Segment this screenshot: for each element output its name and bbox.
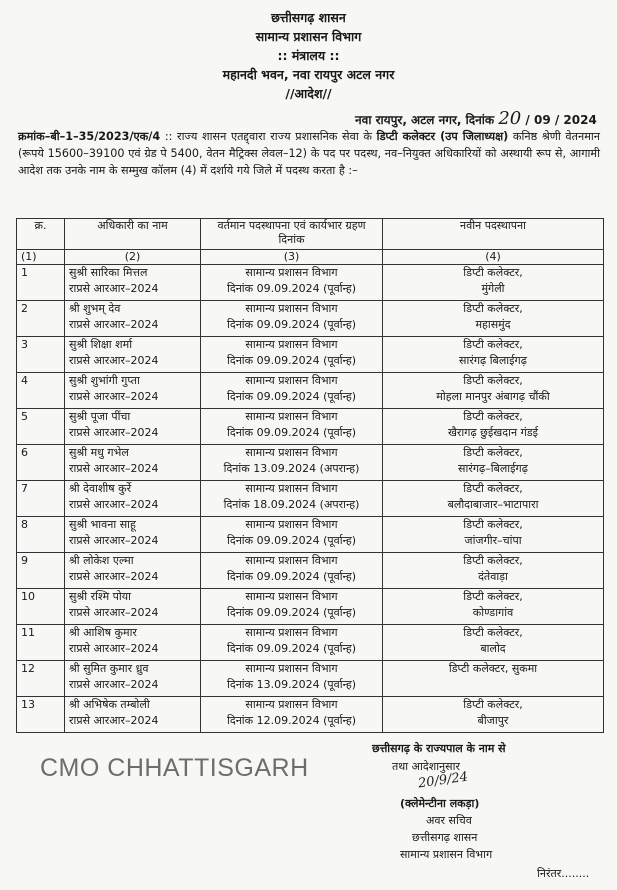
officer-name: सुश्री रश्मि पोया [69, 590, 131, 603]
officer-batch: राप्रसे आरआर–2024 [69, 606, 159, 619]
officer-batch: राप्रसे आरआर–2024 [69, 462, 159, 475]
new-posting-cell [383, 265, 604, 301]
officer-cell [65, 553, 201, 589]
officer-name: श्री सुमित कुमार ध्रुव [69, 662, 149, 675]
new-post: डिप्टी कलेक्टर, [463, 266, 523, 279]
column-number-row [17, 250, 604, 265]
current-posting-cell [201, 481, 383, 517]
new-posting-cell [383, 409, 604, 445]
new-district: दंतेवाड़ा [478, 570, 508, 583]
current-department: सामान्य प्रशासन विभाग [245, 266, 338, 279]
govt-title: छत्तीसगढ़ शासन [271, 10, 346, 25]
officer-name: सुश्री भावना साहू [69, 518, 136, 531]
row-sno: 7 [17, 481, 65, 517]
new-district: बालोद [480, 642, 506, 655]
officer-name: श्री लोकेश एल्मा [69, 554, 134, 567]
date-rest: / 09 / 2024 [525, 113, 597, 127]
letterhead [0, 0, 617, 103]
officer-batch: राप्रसे आरआर–2024 [69, 390, 159, 403]
officer-cell [65, 589, 201, 625]
current-posting-cell [201, 445, 383, 481]
joining-date: दिनांक 09.09.2024 (पूर्वान्ह) [227, 642, 356, 655]
ministry-title: :: मंत्रालय :: [277, 48, 340, 63]
row-sno: 2 [17, 301, 65, 337]
current-department: सामान्य प्रशासन विभाग [245, 446, 338, 459]
row-sno: 9 [17, 553, 65, 589]
table-row [17, 409, 604, 445]
place: नवा रायपुर, अटल नगर, [355, 113, 462, 127]
officer-batch: राप्रसे आरआर–2024 [69, 678, 159, 691]
current-posting-cell [201, 553, 383, 589]
table-row [17, 661, 604, 697]
officer-name: सुश्री शुभांगी गुप्ता [69, 374, 140, 387]
new-post: डिप्टी कलेक्टर, [463, 302, 523, 315]
new-post: डिप्टी कलेक्टर, [463, 626, 523, 639]
table-row [17, 553, 604, 589]
officer-cell [65, 409, 201, 445]
current-posting-cell [201, 265, 383, 301]
new-post: डिप्टी कलेक्टर, [463, 482, 523, 495]
new-posting-cell [383, 625, 604, 661]
new-posting-cell [383, 517, 604, 553]
new-district: मुंगेली [481, 282, 505, 295]
new-district: महासमुंद [475, 318, 511, 331]
order-text-2: कनिष्ठ श्रेणी वेतनमान (रूपये 15600–39100 एवं ग्रेड पे 5400, वेतन मैट्रिक्स लेवल–12) के पद पर पदस्थ, नव–नियुक्त अधिकारियों को अस्थायी रूप से, आगामी आदेश तक उनके नाम के सम्मुख कॉलम (4) में दर्शाये गये जिले में पदस्थ करता है :– [18, 130, 600, 177]
joining-date: दिनांक 09.09.2024 (पूर्वान्ह) [227, 534, 356, 547]
table-row [17, 697, 604, 733]
officer-cell [65, 481, 201, 517]
signatory-department: सामान्य प्रशासन विभाग [400, 848, 493, 861]
row-sno: 13 [17, 697, 65, 733]
officer-name: सुश्री शिक्षा शर्मा [69, 338, 133, 351]
header-sno: क्र. [17, 219, 65, 250]
col-number-1: (1) [17, 250, 65, 265]
new-post: डिप्टी कलेक्टर, [463, 374, 523, 387]
new-district: सारंगढ़ बिलाईगढ़ [459, 354, 527, 367]
joining-date: दिनांक 12.09.2024 (पूर्वान्ह) [227, 714, 356, 727]
current-department: सामान्य प्रशासन विभाग [245, 590, 338, 603]
officer-name: श्री आशिष कुमार [69, 626, 137, 639]
row-sno: 6 [17, 445, 65, 481]
new-district: जांजगीर–चांपा [464, 534, 522, 547]
officer-cell [65, 625, 201, 661]
row-sno: 8 [17, 517, 65, 553]
header-current-posting: वर्तमान पदस्थापना एवं कार्यभार ग्रहण दिनांक [201, 219, 383, 250]
joining-date: दिनांक 13.09.2024 (पूर्वान्ह) [227, 678, 356, 691]
table-row [17, 481, 604, 517]
order-heading: //आदेश// [285, 86, 332, 101]
new-posting-cell [383, 301, 604, 337]
date-label: दिनांक [465, 113, 495, 127]
new-district: कोण्डागांव [472, 606, 514, 619]
officer-name: सुश्री सारिका मित्तल [69, 266, 148, 279]
table-row [17, 589, 604, 625]
current-posting-cell [201, 625, 383, 661]
officer-cell [65, 373, 201, 409]
table-row [17, 373, 604, 409]
new-post: डिप्टी कलेक्टर, सुकमा [448, 662, 538, 675]
joining-date: दिनांक 09.09.2024 (पूर्वान्ह) [227, 426, 356, 439]
current-posting-cell [201, 337, 383, 373]
officer-name: श्री देवाशीष कुर्रे [69, 482, 132, 495]
current-department: सामान्य प्रशासन विभाग [245, 698, 338, 711]
joining-date: दिनांक 09.09.2024 (पूर्वान्ह) [227, 318, 356, 331]
officer-batch: राप्रसे आरआर–2024 [69, 282, 159, 295]
current-department: सामान्य प्रशासन विभाग [245, 374, 338, 387]
signatory-name: (क्लेमेन्टीना लकड़ा) [400, 797, 480, 810]
current-posting-cell [201, 661, 383, 697]
current-department: सामान्य प्रशासन विभाग [245, 662, 338, 675]
joining-date: दिनांक 09.09.2024 (पूर्वान्ह) [227, 606, 356, 619]
col-number-2: (2) [65, 250, 201, 265]
watermark: CMO CHHATTISGARH [40, 754, 309, 782]
new-posting-cell [383, 445, 604, 481]
table-row [17, 337, 604, 373]
order-paragraph [18, 128, 600, 179]
new-posting-cell [383, 553, 604, 589]
col-number-4: (4) [383, 250, 604, 265]
current-department: सामान्य प्रशासन विभाग [245, 554, 338, 567]
joining-date: दिनांक 13.09.2024 (अपरान्ह) [223, 462, 360, 475]
table-row [17, 517, 604, 553]
officer-cell [65, 445, 201, 481]
new-district: खैरागढ़ छुईखदान गंडई [447, 426, 539, 439]
row-sno: 3 [17, 337, 65, 373]
current-posting-cell [201, 409, 383, 445]
current-department: सामान्य प्रशासन विभाग [245, 482, 338, 495]
officer-cell [65, 337, 201, 373]
new-posting-cell [383, 337, 604, 373]
handwritten-signature: 20/9/24 [417, 769, 469, 792]
handwritten-day: 20 [498, 108, 522, 129]
row-sno: 11 [17, 625, 65, 661]
table-row [17, 445, 604, 481]
new-post: डिप्टी कलेक्टर, [463, 518, 523, 531]
signatory-govt: छत्तीसगढ़ शासन [412, 831, 478, 844]
new-post: डिप्टी कलेक्टर, [463, 338, 523, 351]
row-sno: 4 [17, 373, 65, 409]
current-posting-cell [201, 373, 383, 409]
current-department: सामान्य प्रशासन विभाग [245, 626, 338, 639]
officer-name: श्री शुभम् देव [69, 302, 121, 315]
signatory-designation: अवर सचिव [426, 814, 472, 827]
officer-batch: राप्रसे आरआर–2024 [69, 318, 159, 331]
new-post: डिप्टी कलेक्टर, [463, 698, 523, 711]
joining-date: दिनांक 18.09.2024 (अपरान्ह) [223, 498, 360, 511]
current-department: सामान्य प्रशासन विभाग [245, 338, 338, 351]
order-text-1: :: राज्य शासन एतद्द्वारा राज्य प्रशासनिक सेवा के [160, 130, 377, 143]
officer-batch: राप्रसे आरआर–2024 [69, 498, 159, 511]
new-district: बलौदाबाजार–भाटापारा [447, 498, 539, 511]
officer-cell [65, 661, 201, 697]
officer-cell [65, 265, 201, 301]
row-sno: 12 [17, 661, 65, 697]
officer-name: श्री अभिषेक तम्बोली [69, 698, 150, 711]
new-post: डिप्टी कलेक्टर, [463, 590, 523, 603]
col-number-3: (3) [201, 250, 383, 265]
new-post: डिप्टी कलेक्टर, [463, 446, 523, 459]
new-district: सारंगढ़–बिलाईगढ़ [458, 462, 528, 475]
officer-batch: राप्रसे आरआर–2024 [69, 354, 159, 367]
new-post: डिप्टी कलेक्टर, [463, 410, 523, 423]
post-title: डिप्टी कलेक्टर (उप जिलाध्यक्ष) [376, 130, 509, 143]
order-by-line: तथा आदेशानुसार [392, 760, 460, 773]
header-name: अधिकारी का नाम [65, 219, 201, 250]
table-row [17, 265, 604, 301]
table-row [17, 301, 604, 337]
new-posting-cell [383, 661, 604, 697]
current-department: सामान्य प्रशासन विभाग [245, 518, 338, 531]
current-posting-cell [201, 697, 383, 733]
officer-cell [65, 517, 201, 553]
new-posting-cell [383, 697, 604, 733]
officer-cell [65, 301, 201, 337]
joining-date: दिनांक 09.09.2024 (पूर्वान्ह) [227, 282, 356, 295]
header-new-posting: नवीन पदस्थापना [383, 219, 604, 250]
officer-batch: राप्रसे आरआर–2024 [69, 570, 159, 583]
joining-date: दिनांक 09.09.2024 (पूर्वान्ह) [227, 354, 356, 367]
new-posting-cell [383, 373, 604, 409]
officer-name: सुश्री मधु गभेल [69, 446, 129, 459]
department-title: सामान्य प्रशासन विभाग [255, 29, 362, 44]
new-district: बीजापुर [477, 714, 509, 727]
order-reference: क्रमांक–बी–1–35/2023/एक/4 [18, 130, 161, 143]
officer-batch: राप्रसे आरआर–2024 [69, 642, 159, 655]
current-posting-cell [201, 589, 383, 625]
current-department: सामान्य प्रशासन विभाग [245, 302, 338, 315]
current-posting-cell [201, 517, 383, 553]
current-posting-cell [201, 301, 383, 337]
new-posting-cell [383, 481, 604, 517]
dateline [355, 108, 597, 129]
table-row [17, 625, 604, 661]
new-posting-cell [383, 589, 604, 625]
row-sno: 1 [17, 265, 65, 301]
new-district: मोहला मानपुर अंबागढ़ चौंकी [436, 390, 550, 403]
joining-date: दिनांक 09.09.2024 (पूर्वान्ह) [227, 390, 356, 403]
row-sno: 5 [17, 409, 65, 445]
row-sno: 10 [17, 589, 65, 625]
table-header-row [17, 219, 604, 250]
new-post: डिप्टी कलेक्टर, [463, 554, 523, 567]
continued-marker: निरंतर........ [537, 867, 590, 880]
officer-cell [65, 697, 201, 733]
governor-order-line: छत्तीसगढ़ के राज्यपाल के नाम से [372, 742, 506, 755]
joining-date: दिनांक 09.09.2024 (पूर्वान्ह) [227, 570, 356, 583]
posting-table [16, 218, 604, 733]
officer-batch: राप्रसे आरआर–2024 [69, 714, 159, 727]
building-address: महानदी भवन, नवा रायपुर अटल नगर [222, 67, 395, 82]
officer-batch: राप्रसे आरआर–2024 [69, 534, 159, 547]
officer-name: सुश्री पूजा पींचा [69, 410, 131, 423]
current-department: सामान्य प्रशासन विभाग [245, 410, 338, 423]
officer-batch: राप्रसे आरआर–2024 [69, 426, 159, 439]
